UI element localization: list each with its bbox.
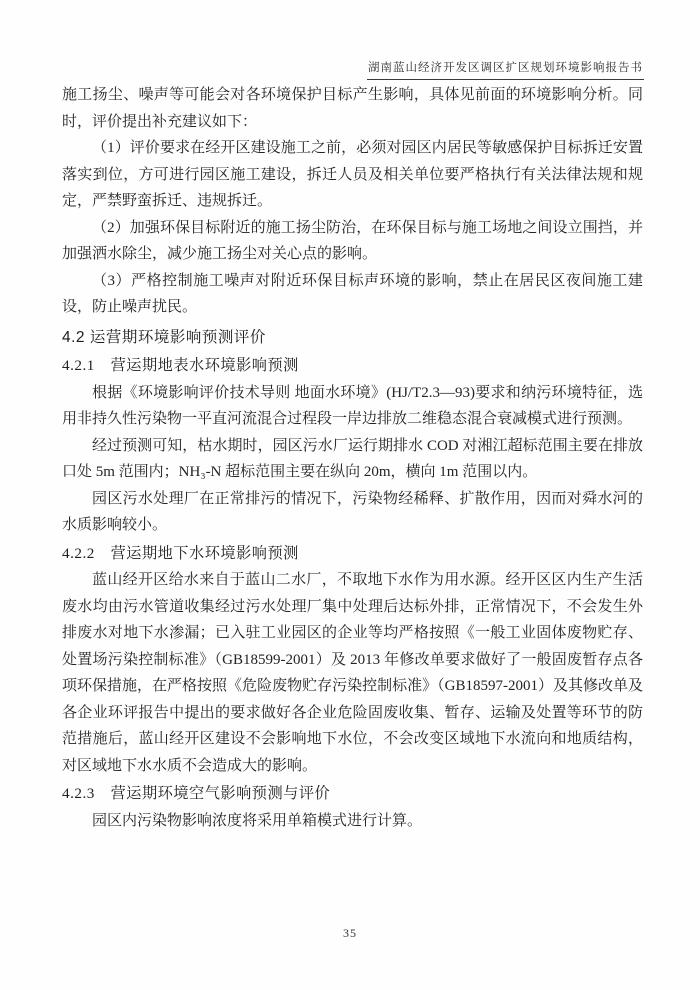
list-item-2-dust-control: （2）加强环保目标附近的施工扬尘防治，在环保目标与施工场地之间设立围挡，并加强洒水除尘，减少施工扬尘对关心点的影响。: [62, 219, 643, 262]
section-heading-4-2-1: 4.2.1 营运期地表水环境影响预测: [62, 357, 299, 374]
list-item-1-relocation: （1）评价要求在经开区建设施工之前，必须对园区内居民等敏感保护目标拆迁安置落实到位，方可进行园区施工建设，拆迁人员及相关单位要严格执行有关法律法规和规定，严禁野蛮拆迁、违规拆迁。: [62, 140, 643, 209]
paragraph-groundwater-assessment: 蓝山经开区给水来自于蓝山二水厂，不取地下水作为用水源。经开区区内生产生活废水均由污水管道收集经过污水处理厂集中处理后达标外排，正常情况下，不会发生外排废水对地下水渗漏；已入驻工业园区的企业等均严格按照《一般工业固体废物贮存、处置场污染控制标准》（GB18599-2001）及 2013 年修改单要求做好了一般固废暂存点各项环保措施，在严格按照《危险废物贮存污染控制标准》（GB18597-2001）及其修改单及各企业环评报告中提出的要求做好各企业危险固废收集、暂存、运输及处置等环节的防范措施后，蓝山经开区建设不会影响地下水位，不会改变区域地下水流向和地质结构，对区域地下水水质不会造成大的影响。: [62, 572, 643, 774]
document-content: [62, 82, 643, 834]
paragraph-surface-water-model: 根据《环境影响评价技术导则 地面水环境》(HJ/T2.3—93)要求和纳污环境特征，选用非持久性污染物一平直河流混合过程段一岸边排放二维稳态混合衰减模式进行预测。: [62, 384, 643, 427]
page-header: [62, 58, 644, 80]
paragraph-construction-impact: 施工扬尘、噪声等可能会对各环境保护目标产生影响，具体见前面的环境影响分析。同时，评价提出补充建议如下：: [62, 87, 643, 130]
page-number: 35: [343, 926, 357, 940]
section-heading-4-2-2: 4.2.2 营运期地下水环境影响预测: [62, 544, 299, 562]
page-footer: [0, 924, 700, 942]
list-item-3-noise-control: （3）严格控制施工噪声对附近环保目标声环境的影响，禁止在居民区夜间施工建设，防止噪声扰民。: [62, 272, 643, 315]
section-heading-4-2-3: 4.2.3 营运期环境空气影响预测与评价: [62, 785, 331, 802]
paragraph-surface-water-conclusion: 园区污水处理厂在正常排污的情况下，污染物经稀释、扩散作用，因而对舜水河的水质影响较小。: [62, 490, 643, 533]
paragraph-surface-water-prediction: 经过预测可知，枯水期时，园区污水厂运行期排水 COD 对湘江超标范围主要在排放口处 5m 范围内；NH₃-N 超标范围主要在纵向 20m，横向 1m 范围以内。: [62, 437, 643, 480]
section-heading-4-2: 4.2 运营期环境影响预测评价: [62, 328, 266, 346]
header-title: 湖南蓝山经济开发区调区扩区规划环境影响报告书: [367, 59, 644, 80]
paragraph-air-model: 园区内污染物影响浓度将采用单箱模式进行计算。: [92, 812, 423, 829]
